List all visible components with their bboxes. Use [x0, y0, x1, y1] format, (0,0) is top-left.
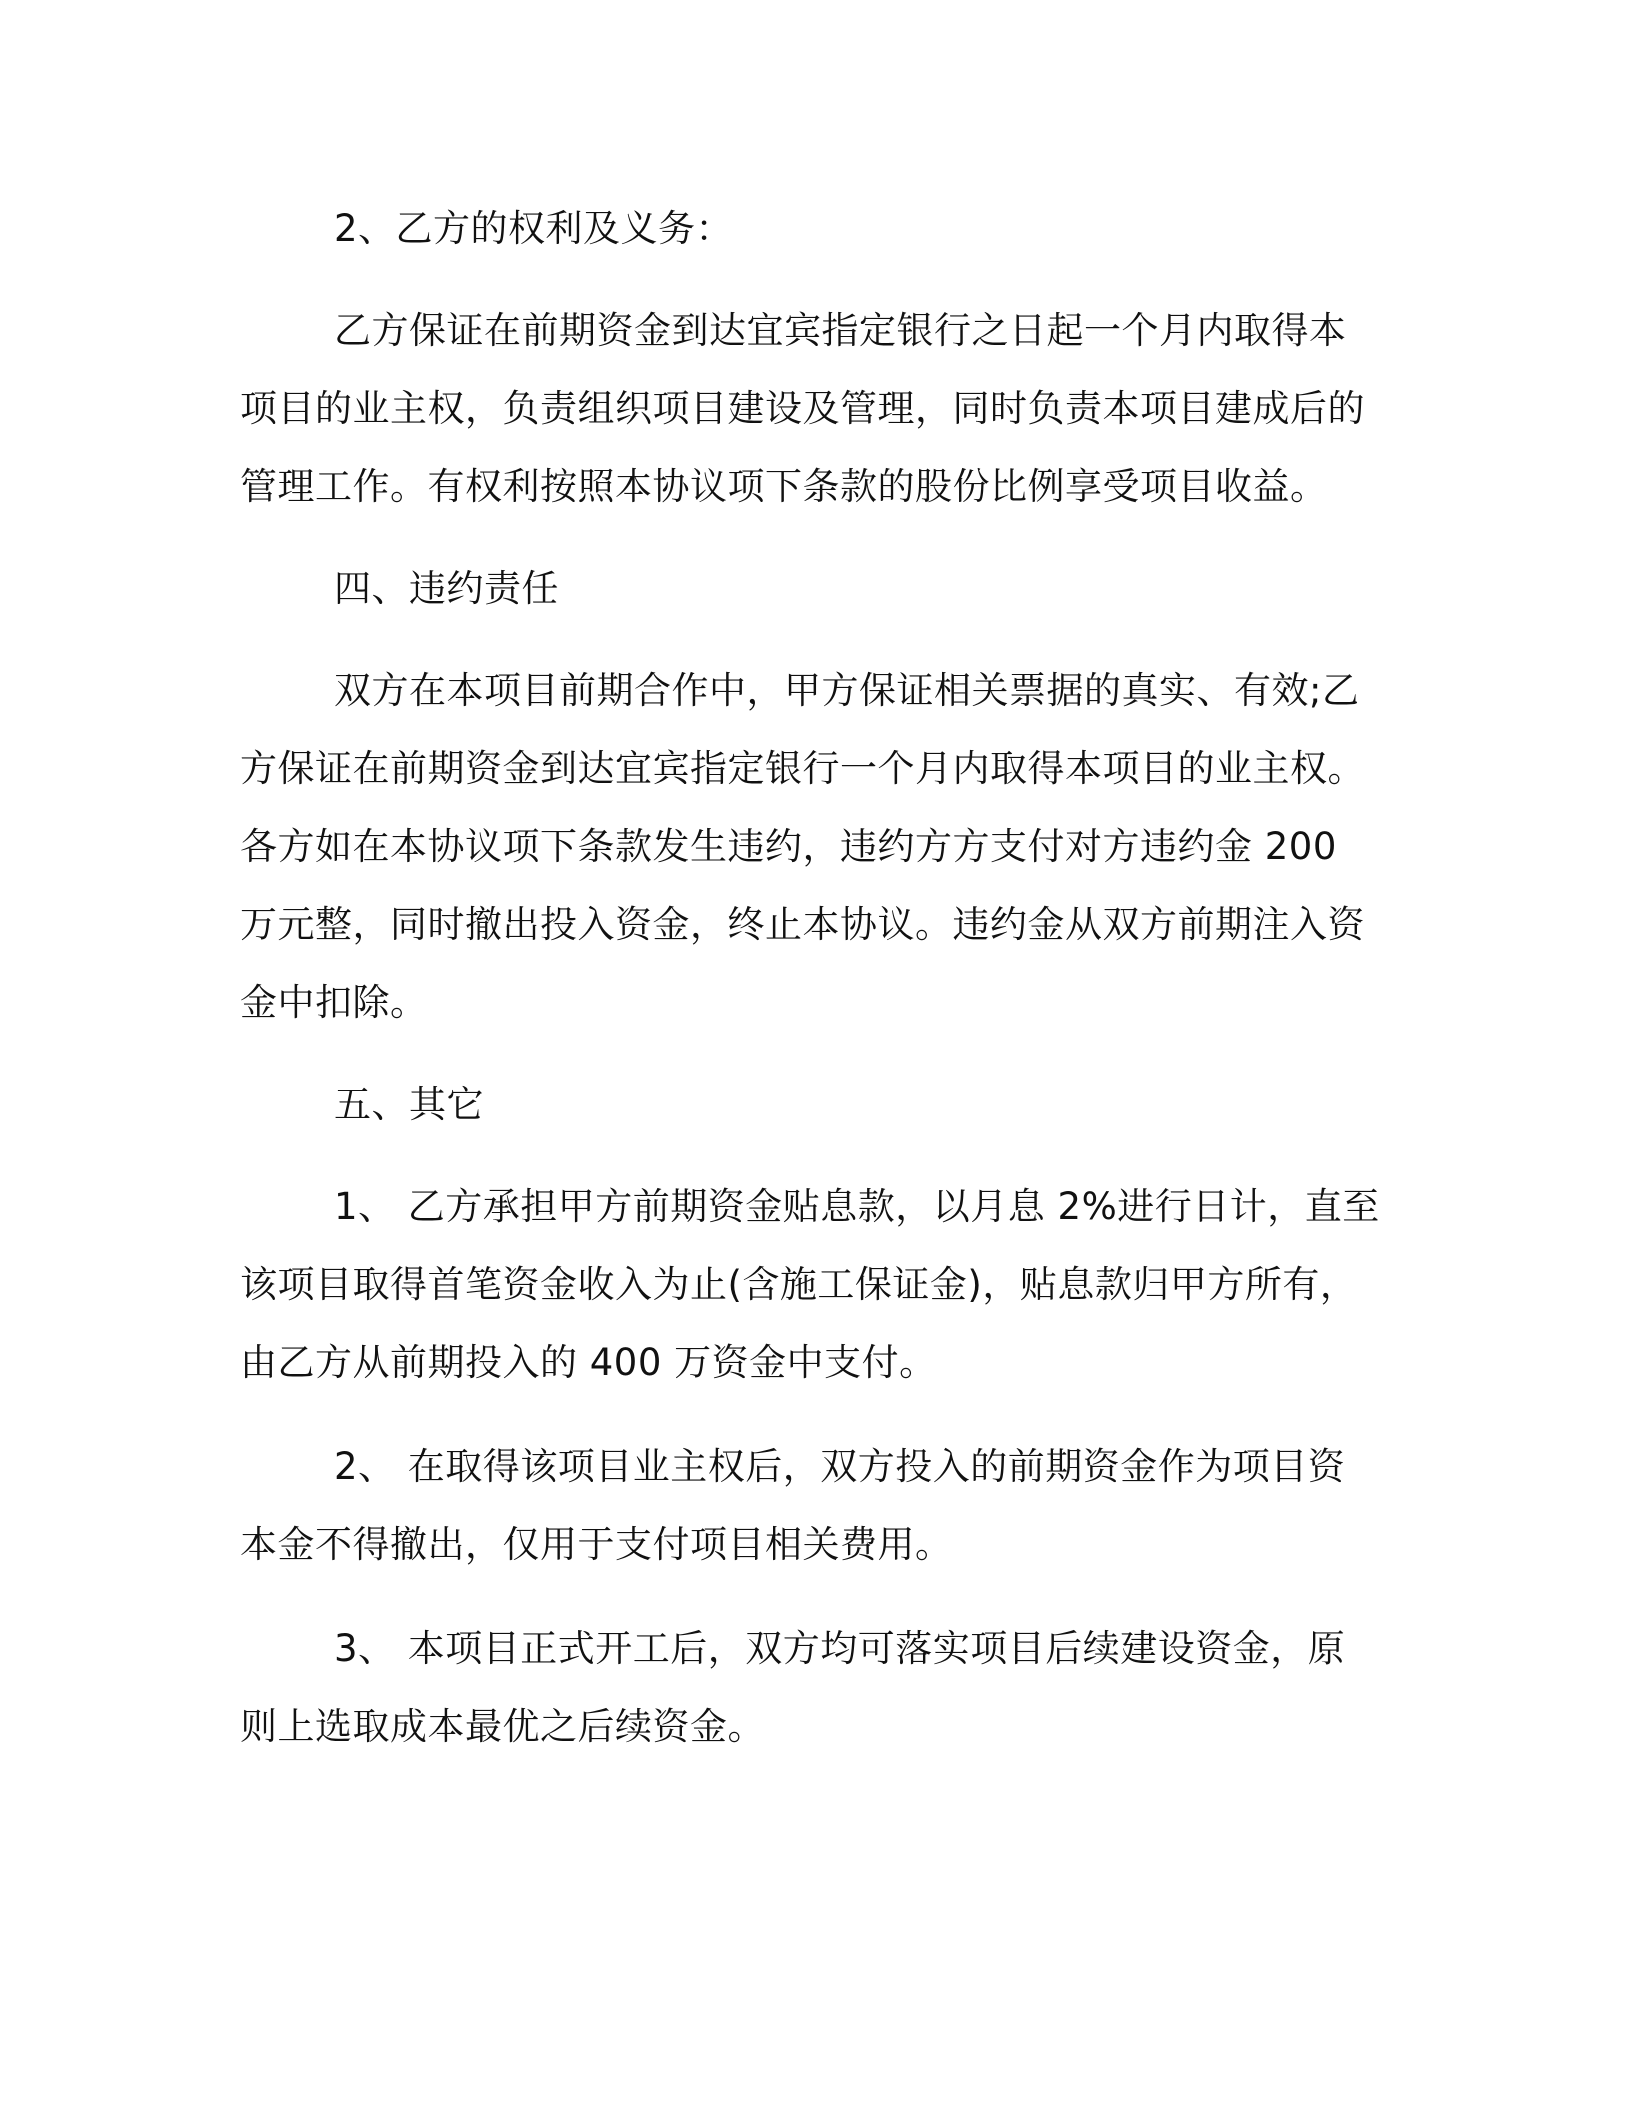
clause-3-subsequent-funding: 3、 本项目正式开工后，双方均可落实项目后续建设资金，原则上选取成本最优之后续资金。 [240, 1627, 1346, 1748]
subsection-heading-party-b-rights: 2、乙方的权利及义务： [334, 207, 734, 250]
clause-2-capital: 2、 在取得该项目业主权后，双方投入的前期资金作为项目资本金不得撤出，仅用于支付项目相关费用。 [240, 1445, 1346, 1566]
paragraph-breach-terms: 双方在本项目前期合作中，甲方保证相关票据的真实、有效;乙方保证在前期资金到达宜宾指定银行一个月内取得本项目的业主权。各方如在本协议项下条款发生违约，违约方方支付对方违约金 200 万元整，同时撤出投入资金，终止本协议。违约金从双方前期注入资金中扣除。 [240, 669, 1365, 1024]
paragraph-party-b-obligations: 乙方保证在前期资金到达宜宾指定银行之日起一个月内取得本项目的业主权，负责组织项目建设及管理，同时负责本项目建成后的管理工作。有权利按照本协议项下条款的股份比例享受项目收益。 [240, 309, 1365, 508]
section-heading-breach-liability: 四、违约责任 [334, 567, 559, 610]
clause-1-interest: 1、 乙方承担甲方前期资金贴息款，以月息 2%进行日计，直至该项目取得首笔资金收入为止(含施工保证金)，贴息款归甲方所有，由乙方从前期投入的 400 万资金中支付。 [240, 1185, 1380, 1384]
section-heading-other: 五、其它 [334, 1083, 484, 1126]
document-body [240, 190, 1380, 1766]
